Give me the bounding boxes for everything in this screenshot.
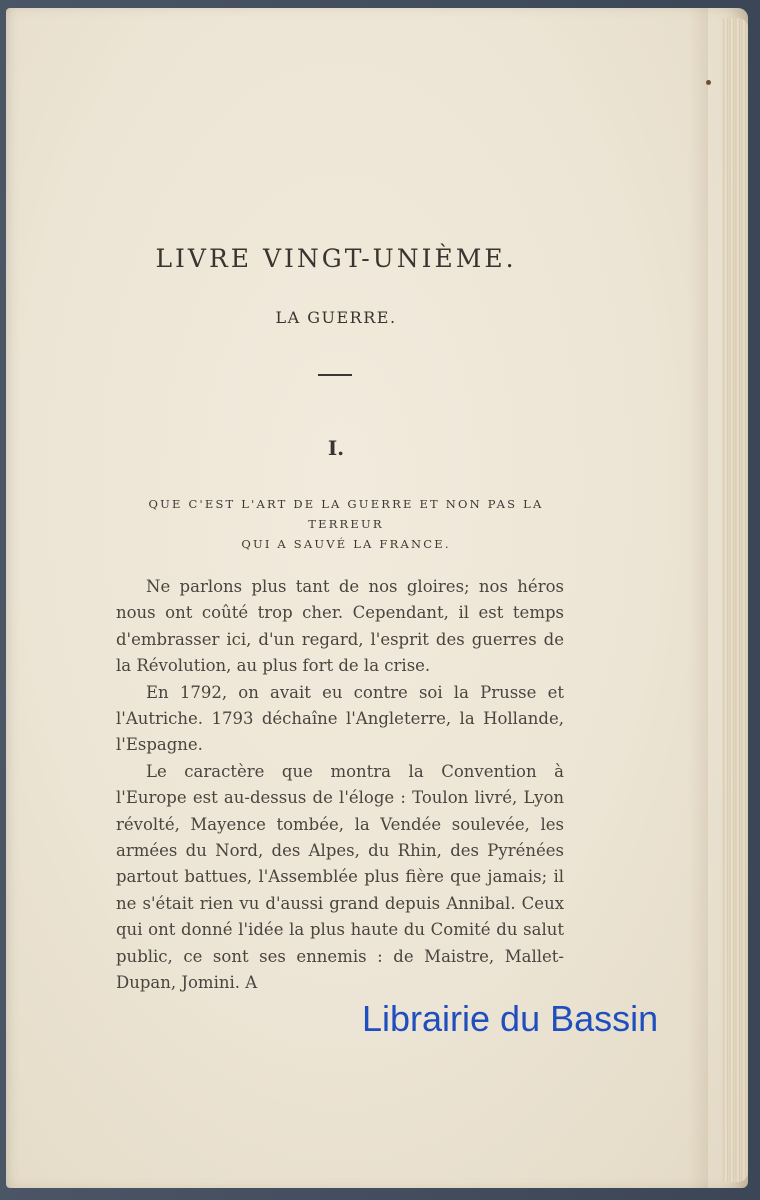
chapter-heading xyxy=(116,494,576,554)
book-title: LIVRE VINGT-UNIÈME. xyxy=(155,244,517,273)
paragraph-2: En 1792, on avait eu contre soi la Prusse et l'Autriche. 1793 déchaîne l'Angleterre, la Hollande, l'Espagne. xyxy=(116,682,564,755)
title-rule xyxy=(318,374,352,376)
page-fold-shadow xyxy=(688,8,708,1188)
book-subtitle: LA GUERRE. xyxy=(275,308,397,327)
section-number: I. xyxy=(327,436,345,460)
page-edges xyxy=(722,18,748,1182)
watermark-text: Librairie du Bassin xyxy=(362,998,659,1039)
paragraph-3: Le caractère que montra la Convention à l'Europe est au-dessus de l'éloge : Toulon livré, Lyon révolté, Mayence tombée, la Vendée soulevée, les armées du Nord, des Alpes, du Rhin, des Pyrénées partout battues, l'Assemblée plus fière que jamais; il ne s'était rien vu d'aussi grand depuis Annibal. Ceux qui ont donné l'idée la plus haute du Comité du salut public, ce sont ses ennemis : de Maistre, Mallet-Dupan, Jomini. A xyxy=(116,761,564,993)
chapter-heading-line-1: QUE C'EST L'ART DE LA GUERRE ET NON PAS LA TERREUR xyxy=(148,497,544,531)
body-text xyxy=(116,574,564,997)
chapter-heading-line-2: QUI A SAUVÉ LA FRANCE. xyxy=(241,537,451,551)
paragraph-1: Ne parlons plus tant de nos gloires; nos héros nous ont coûté trop cher. Cependant, il est temps d'embrasser ici, d'un regard, l'esprit des guerres de la Révolution, au plus fort de la crise. xyxy=(116,577,564,676)
paper-speck xyxy=(706,80,711,85)
